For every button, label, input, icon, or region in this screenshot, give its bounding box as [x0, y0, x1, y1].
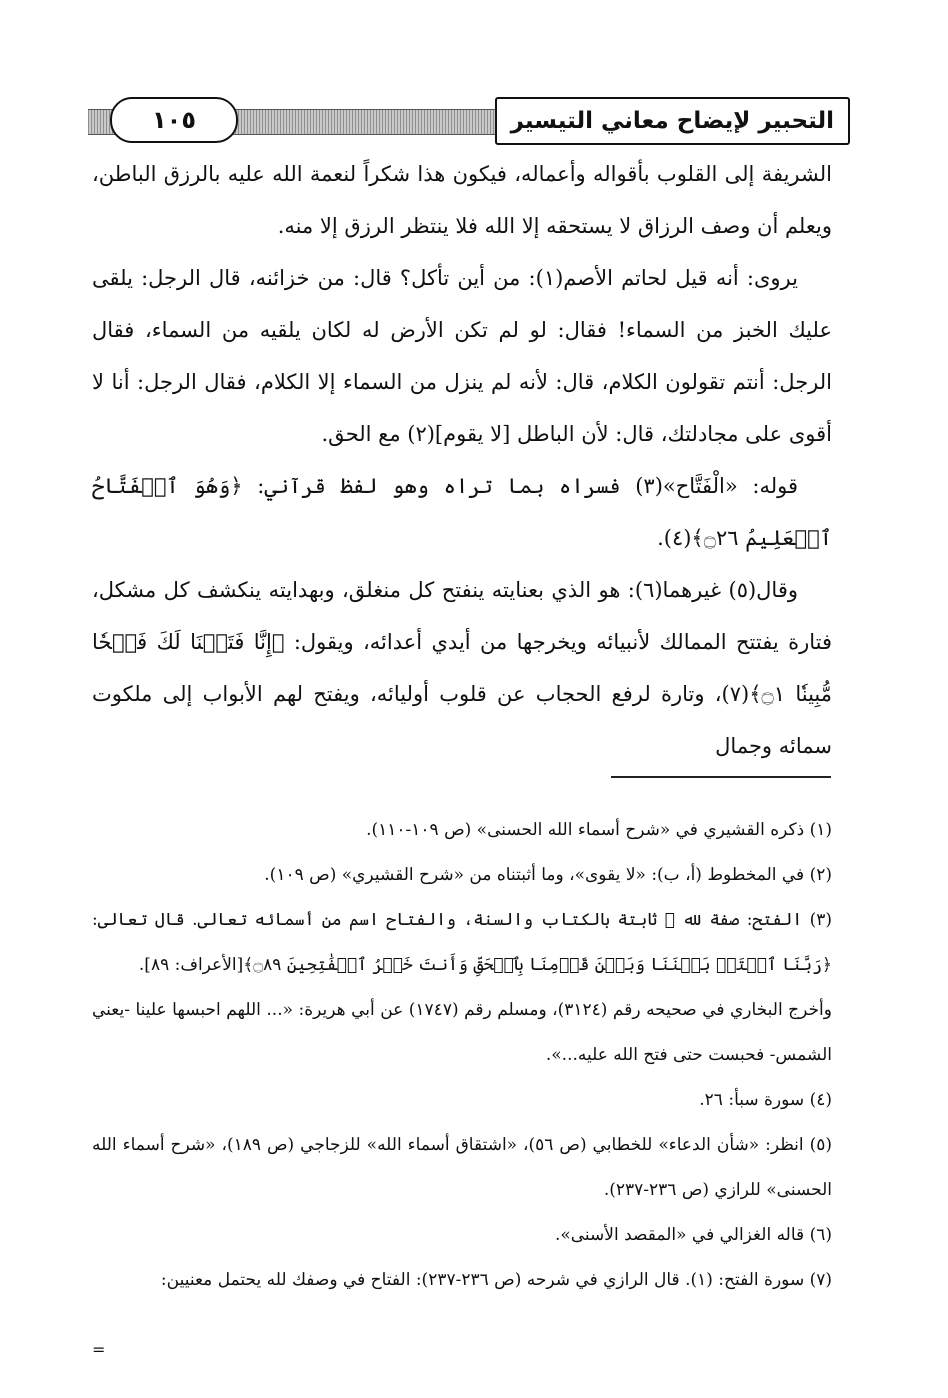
footnote-1: (١) ذكره القشيري في «شرح أسماء الله الحسنى» (ص ١٠٩-١١٠).	[366, 820, 832, 840]
running-header	[88, 97, 850, 147]
footnote-5: (٥) انظر: «شأن الدعاء» للخطابي (ص ٥٦)، «اشتقاق أسماء الله» للزجاجي (ص ١٨٩)، «شرح أسماء الله الحسنى» للرازي (ص ٢٣٦-٢٣٧).	[92, 1135, 832, 1200]
footnotes	[92, 808, 832, 1303]
paragraph-al-fattah: قوله: «الْفَتَّاح»(٣) فسراه بما تراه وهو لفظ قرآني: ﴿وَهُوَ ٱلۡفَتَّاحُ ٱلۡعَلِيمُ ۝٢٦﴾(٤).	[92, 474, 832, 550]
paragraph-continuation: الشريفة إلى القلوب بأقواله وأعماله، فيكون هذا شكراً لنعمة الله عليه بالرزق الباطن، ويعلم أن وصف الرزاق لا يستحقه إلا الله فلا ينتظر الرزق إلا منه.	[92, 162, 832, 238]
footnote-3-continued: وأخرج البخاري في صحيحه رقم (٣١٢٤)، ومسلم رقم (١٧٤٧) عن أبي هريرة: «... اللهم احبسها علينا -يعني الشمس- فحبست حتى فتح الله عليه...».	[92, 1000, 832, 1065]
footnote-4: (٤) سورة سبأ: ٢٦.	[699, 1090, 832, 1110]
continuation-mark: =	[92, 1340, 106, 1359]
footnote-separator	[611, 776, 831, 778]
page-number: ١٠٥	[110, 97, 238, 143]
footnote-7: (٧) سورة الفتح: (١). قال الرازي في شرحه (ص ٢٣٦-٢٣٧): الفتاح في وصفك لله يحتمل معنيين:	[160, 1270, 832, 1290]
footnote-2: (٢) في المخطوط (أ، ب): «لا يقوى»، وما أثبتناه من «شرح القشيري» (ص ١٠٩).	[264, 865, 832, 885]
footnote-3: (٣) الفتح: صفة لله ﷻ ثابتة بالكتاب والسنة، والفتاح اسم من أسمائه تعالى. قال تعالى: ﴿رَبَّنَا ٱفۡتَحۡ بَيۡنَنَا وَبَيۡنَ قَوۡمِنَا بِٱلۡحَقِّ وَأَنتَ خَيۡرُ ٱلۡفَٰتِحِينَ ۝٨٩﴾[الأعراف: ٨٩].	[92, 910, 832, 975]
main-text	[92, 148, 832, 772]
paragraph-meaning: وقال(٥) غيرهما(٦): هو الذي بعنايته ينفتح كل منغلق، وبهدايته ينكشف كل مشكل، فتارة يفتتح الممالك لأنبيائه ويخرجها من أيدي أعدائه، ويقول: ﴿إِنَّا فَتَحۡنَا لَكَ فَتۡحٗا مُّبِينٗا ۝١﴾(٧)، وتارة لرفع الحجاب عن قلوب أوليائه، ويفتح لهم الأبواب إلى ملكوت سمائه وجمال	[92, 578, 832, 758]
book-title: التحبير لإيضاح معاني التيسير	[495, 97, 850, 145]
paragraph-hatim-story: يروى: أنه قيل لحاتم الأصم(١): من أين تأكل؟ قال: من خزائنه، قال الرجل: يلقى عليك الخبز من السماء! فقال: لو لم تكن الأرض له لكان يلقيه من السماء، فقال الرجل: أنتم تقولون الكلام، قال: لأنه لم ينزل من السماء إلا الكلام، فقال الرجل: أنا لا أقوى على مجادلتك، قال: لأن الباطل [لا يقوم](٢) مع الحق.	[92, 266, 832, 446]
footnote-6: (٦) قاله الغزالي في «المقصد الأسنى».	[554, 1225, 832, 1245]
